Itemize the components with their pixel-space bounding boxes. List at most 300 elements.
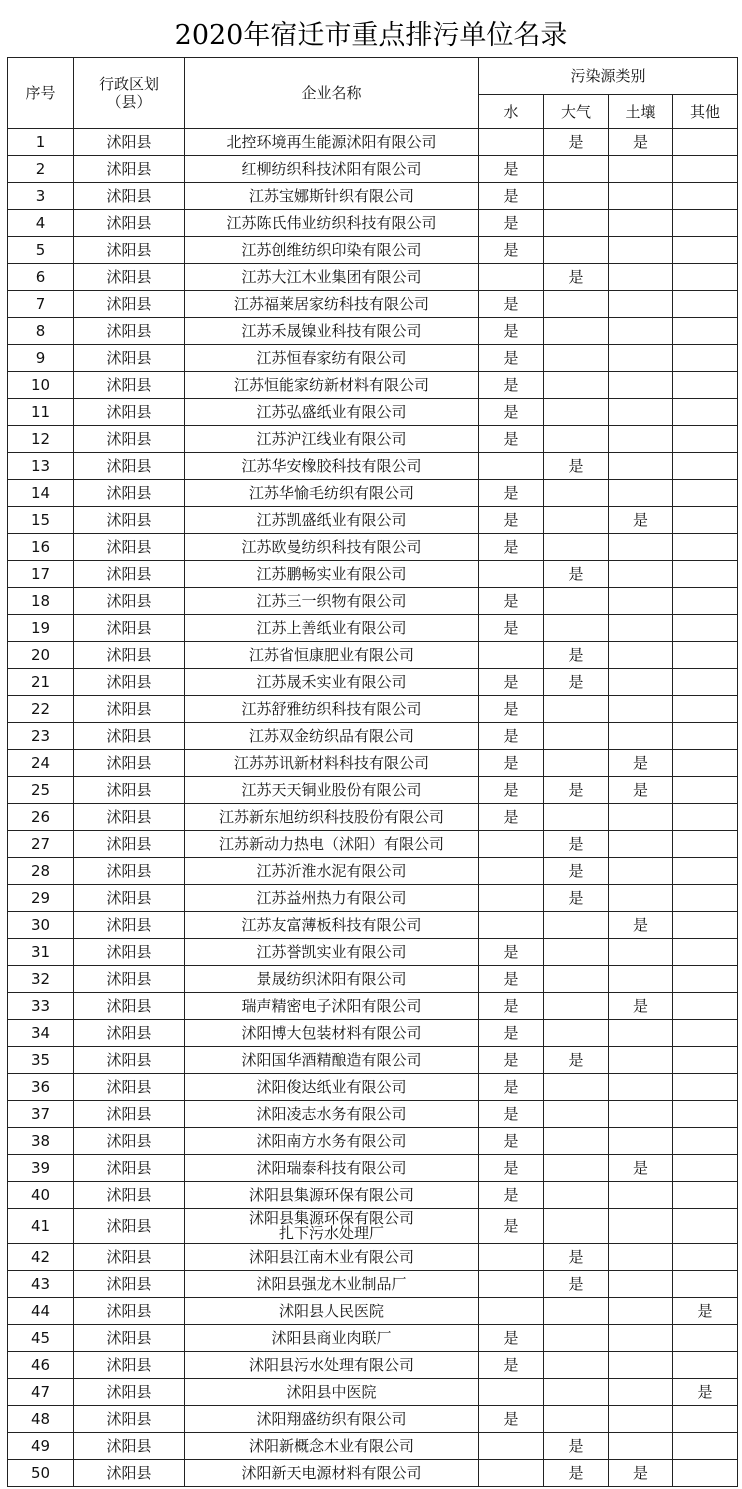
cell-soil: 是 bbox=[609, 993, 673, 1020]
table-row bbox=[8, 507, 738, 534]
cell-air: 是 bbox=[544, 1460, 609, 1487]
cell-seq: 18 bbox=[8, 588, 74, 615]
cell-company: 江苏恒春家纺有限公司 bbox=[185, 345, 479, 372]
cell-water bbox=[479, 912, 544, 939]
cell-company: 红柳纺织科技沭阳有限公司 bbox=[185, 156, 479, 183]
cell-seq: 5 bbox=[8, 237, 74, 264]
cell-air bbox=[544, 1101, 609, 1128]
cell-air: 是 bbox=[544, 777, 609, 804]
cell-soil bbox=[609, 642, 673, 669]
cell-soil bbox=[609, 804, 673, 831]
cell-water: 是 bbox=[479, 426, 544, 453]
cell-soil bbox=[609, 156, 673, 183]
cell-other bbox=[673, 912, 738, 939]
cell-water bbox=[479, 264, 544, 291]
cell-air bbox=[544, 912, 609, 939]
cell-region: 沭阳县 bbox=[74, 777, 185, 804]
table-row bbox=[8, 1047, 738, 1074]
cell-seq: 45 bbox=[8, 1325, 74, 1352]
cell-region: 沭阳县 bbox=[74, 669, 185, 696]
cell-air: 是 bbox=[544, 885, 609, 912]
cell-water: 是 bbox=[479, 1101, 544, 1128]
cell-other: 是 bbox=[673, 1379, 738, 1406]
cell-air bbox=[544, 1128, 609, 1155]
header-region: 行政区划 （县） bbox=[74, 58, 185, 129]
cell-region: 沭阳县 bbox=[74, 1074, 185, 1101]
table-row bbox=[8, 804, 738, 831]
table-body bbox=[8, 129, 738, 1487]
cell-region: 沭阳县 bbox=[74, 291, 185, 318]
cell-other bbox=[673, 1271, 738, 1298]
cell-soil bbox=[609, 588, 673, 615]
cell-region: 沭阳县 bbox=[74, 1298, 185, 1325]
cell-other bbox=[673, 399, 738, 426]
cell-seq: 36 bbox=[8, 1074, 74, 1101]
cell-soil: 是 bbox=[609, 1155, 673, 1182]
cell-soil bbox=[609, 1074, 673, 1101]
cell-seq: 34 bbox=[8, 1020, 74, 1047]
cell-soil bbox=[609, 1352, 673, 1379]
cell-air bbox=[544, 1352, 609, 1379]
cell-region: 沭阳县 bbox=[74, 1244, 185, 1271]
cell-water bbox=[479, 1298, 544, 1325]
header-seq: 序号 bbox=[8, 58, 74, 129]
cell-water: 是 bbox=[479, 318, 544, 345]
cell-water: 是 bbox=[479, 615, 544, 642]
cell-soil bbox=[609, 669, 673, 696]
cell-other bbox=[673, 966, 738, 993]
cell-region: 沭阳县 bbox=[74, 1271, 185, 1298]
cell-soil bbox=[609, 1209, 673, 1244]
header-pollution-group: 污染源类别 bbox=[479, 58, 738, 95]
cell-other bbox=[673, 1352, 738, 1379]
cell-other bbox=[673, 723, 738, 750]
cell-soil: 是 bbox=[609, 129, 673, 156]
cell-other bbox=[673, 1325, 738, 1352]
cell-water: 是 bbox=[479, 507, 544, 534]
table-row bbox=[8, 750, 738, 777]
cell-air bbox=[544, 345, 609, 372]
cell-region: 沭阳县 bbox=[74, 1325, 185, 1352]
table-row bbox=[8, 345, 738, 372]
cell-seq: 42 bbox=[8, 1244, 74, 1271]
cell-company: 沭阳县人民医院 bbox=[185, 1298, 479, 1325]
table-row bbox=[8, 264, 738, 291]
cell-other bbox=[673, 129, 738, 156]
cell-region: 沭阳县 bbox=[74, 750, 185, 777]
cell-region: 沭阳县 bbox=[74, 210, 185, 237]
cell-air bbox=[544, 183, 609, 210]
table-row bbox=[8, 1209, 738, 1244]
cell-water: 是 bbox=[479, 534, 544, 561]
cell-soil: 是 bbox=[609, 750, 673, 777]
cell-air: 是 bbox=[544, 831, 609, 858]
cell-company: 沭阳俊达纸业有限公司 bbox=[185, 1074, 479, 1101]
cell-region: 沭阳县 bbox=[74, 723, 185, 750]
cell-seq: 25 bbox=[8, 777, 74, 804]
table-row bbox=[8, 1406, 738, 1433]
cell-other bbox=[673, 1101, 738, 1128]
table-row bbox=[8, 1352, 738, 1379]
cell-other bbox=[673, 939, 738, 966]
cell-water: 是 bbox=[479, 966, 544, 993]
cell-seq: 41 bbox=[8, 1209, 74, 1244]
cell-water: 是 bbox=[479, 1182, 544, 1209]
cell-air bbox=[544, 1325, 609, 1352]
cell-region: 沭阳县 bbox=[74, 345, 185, 372]
header-air: 大气 bbox=[544, 95, 609, 129]
cell-company: 江苏友富薄板科技有限公司 bbox=[185, 912, 479, 939]
cell-company: 江苏晟禾实业有限公司 bbox=[185, 669, 479, 696]
cell-air bbox=[544, 1298, 609, 1325]
cell-water bbox=[479, 885, 544, 912]
cell-air bbox=[544, 372, 609, 399]
cell-air bbox=[544, 1074, 609, 1101]
table-row bbox=[8, 777, 738, 804]
cell-other bbox=[673, 507, 738, 534]
cell-soil bbox=[609, 1047, 673, 1074]
cell-air bbox=[544, 993, 609, 1020]
cell-company: 沭阳县集源环保有限公司 扎下污水处理厂 bbox=[185, 1209, 479, 1244]
cell-other bbox=[673, 1433, 738, 1460]
cell-air bbox=[544, 1020, 609, 1047]
cell-air bbox=[544, 723, 609, 750]
cell-seq: 46 bbox=[8, 1352, 74, 1379]
cell-water: 是 bbox=[479, 993, 544, 1020]
polluter-table bbox=[7, 57, 738, 1487]
cell-company: 江苏三一织物有限公司 bbox=[185, 588, 479, 615]
cell-water: 是 bbox=[479, 345, 544, 372]
cell-air bbox=[544, 480, 609, 507]
cell-air: 是 bbox=[544, 858, 609, 885]
cell-other bbox=[673, 1155, 738, 1182]
cell-air bbox=[544, 318, 609, 345]
cell-other bbox=[673, 696, 738, 723]
page-title: 2020年宿迁市重点排污单位名录 bbox=[174, 20, 568, 51]
cell-company: 沭阳翔盛纺织有限公司 bbox=[185, 1406, 479, 1433]
cell-soil bbox=[609, 1128, 673, 1155]
cell-air bbox=[544, 588, 609, 615]
cell-region: 沭阳县 bbox=[74, 1020, 185, 1047]
cell-other bbox=[673, 210, 738, 237]
cell-soil bbox=[609, 480, 673, 507]
cell-region: 沭阳县 bbox=[74, 1352, 185, 1379]
cell-seq: 31 bbox=[8, 939, 74, 966]
cell-air: 是 bbox=[544, 1433, 609, 1460]
cell-region: 沭阳县 bbox=[74, 1128, 185, 1155]
table-row bbox=[8, 453, 738, 480]
cell-region: 沭阳县 bbox=[74, 1406, 185, 1433]
cell-water: 是 bbox=[479, 1128, 544, 1155]
cell-soil bbox=[609, 1379, 673, 1406]
cell-seq: 50 bbox=[8, 1460, 74, 1487]
cell-soil bbox=[609, 939, 673, 966]
cell-other bbox=[673, 885, 738, 912]
cell-company: 沭阳县集源环保有限公司 bbox=[185, 1182, 479, 1209]
cell-soil bbox=[609, 1182, 673, 1209]
cell-seq: 30 bbox=[8, 912, 74, 939]
cell-air bbox=[544, 237, 609, 264]
table-row bbox=[8, 1128, 738, 1155]
table-row bbox=[8, 1182, 738, 1209]
table-row bbox=[8, 1379, 738, 1406]
cell-water bbox=[479, 453, 544, 480]
cell-company: 沭阳博大包装材料有限公司 bbox=[185, 1020, 479, 1047]
cell-region: 沭阳县 bbox=[74, 534, 185, 561]
cell-company: 江苏省恒康肥业有限公司 bbox=[185, 642, 479, 669]
cell-company: 江苏陈氏伟业纺织科技有限公司 bbox=[185, 210, 479, 237]
cell-company: 江苏双金纺织品有限公司 bbox=[185, 723, 479, 750]
cell-soil bbox=[609, 615, 673, 642]
table-row bbox=[8, 426, 738, 453]
cell-region: 沭阳县 bbox=[74, 966, 185, 993]
cell-air bbox=[544, 210, 609, 237]
table-row bbox=[8, 318, 738, 345]
cell-company: 瑞声精密电子沭阳有限公司 bbox=[185, 993, 479, 1020]
cell-water: 是 bbox=[479, 804, 544, 831]
cell-company: 沭阳南方水务有限公司 bbox=[185, 1128, 479, 1155]
cell-soil bbox=[609, 345, 673, 372]
cell-other bbox=[673, 480, 738, 507]
cell-region: 沭阳县 bbox=[74, 1209, 185, 1244]
cell-air bbox=[544, 507, 609, 534]
cell-soil bbox=[609, 318, 673, 345]
cell-region: 沭阳县 bbox=[74, 858, 185, 885]
cell-seq: 40 bbox=[8, 1182, 74, 1209]
cell-soil bbox=[609, 696, 673, 723]
table-row bbox=[8, 939, 738, 966]
cell-water: 是 bbox=[479, 1325, 544, 1352]
table-row bbox=[8, 912, 738, 939]
cell-soil bbox=[609, 453, 673, 480]
cell-seq: 6 bbox=[8, 264, 74, 291]
cell-other bbox=[673, 561, 738, 588]
cell-region: 沭阳县 bbox=[74, 156, 185, 183]
cell-water bbox=[479, 1460, 544, 1487]
cell-seq: 49 bbox=[8, 1433, 74, 1460]
cell-seq: 2 bbox=[8, 156, 74, 183]
header-soil: 土壤 bbox=[609, 95, 673, 129]
cell-water: 是 bbox=[479, 1047, 544, 1074]
cell-other bbox=[673, 426, 738, 453]
cell-other bbox=[673, 777, 738, 804]
cell-other bbox=[673, 156, 738, 183]
cell-water: 是 bbox=[479, 723, 544, 750]
cell-seq: 3 bbox=[8, 183, 74, 210]
cell-seq: 8 bbox=[8, 318, 74, 345]
cell-air bbox=[544, 966, 609, 993]
cell-company: 沭阳县商业肉联厂 bbox=[185, 1325, 479, 1352]
table-row bbox=[8, 696, 738, 723]
cell-region: 沭阳县 bbox=[74, 696, 185, 723]
cell-other bbox=[673, 669, 738, 696]
cell-other bbox=[673, 831, 738, 858]
cell-region: 沭阳县 bbox=[74, 453, 185, 480]
cell-other bbox=[673, 1182, 738, 1209]
cell-company: 江苏禾晟镍业科技有限公司 bbox=[185, 318, 479, 345]
cell-air: 是 bbox=[544, 129, 609, 156]
cell-soil bbox=[609, 426, 673, 453]
cell-air bbox=[544, 1182, 609, 1209]
table-row bbox=[8, 669, 738, 696]
cell-soil bbox=[609, 966, 673, 993]
cell-water: 是 bbox=[479, 291, 544, 318]
cell-seq: 16 bbox=[8, 534, 74, 561]
cell-water: 是 bbox=[479, 939, 544, 966]
cell-company: 沭阳县污水处理有限公司 bbox=[185, 1352, 479, 1379]
cell-seq: 38 bbox=[8, 1128, 74, 1155]
cell-seq: 27 bbox=[8, 831, 74, 858]
cell-company: 沭阳县中医院 bbox=[185, 1379, 479, 1406]
table-header bbox=[8, 58, 738, 129]
header-water: 水 bbox=[479, 95, 544, 129]
cell-other bbox=[673, 993, 738, 1020]
cell-seq: 7 bbox=[8, 291, 74, 318]
cell-air bbox=[544, 1209, 609, 1244]
cell-other bbox=[673, 615, 738, 642]
table-row bbox=[8, 858, 738, 885]
cell-region: 沭阳县 bbox=[74, 939, 185, 966]
cell-seq: 48 bbox=[8, 1406, 74, 1433]
cell-air: 是 bbox=[544, 453, 609, 480]
cell-seq: 26 bbox=[8, 804, 74, 831]
cell-water bbox=[479, 129, 544, 156]
cell-company: 江苏沪江线业有限公司 bbox=[185, 426, 479, 453]
cell-soil bbox=[609, 1101, 673, 1128]
cell-seq: 43 bbox=[8, 1271, 74, 1298]
cell-water: 是 bbox=[479, 1074, 544, 1101]
cell-company: 江苏沂淮水泥有限公司 bbox=[185, 858, 479, 885]
cell-soil: 是 bbox=[609, 1460, 673, 1487]
cell-soil: 是 bbox=[609, 912, 673, 939]
cell-region: 沭阳县 bbox=[74, 1101, 185, 1128]
cell-soil bbox=[609, 399, 673, 426]
table-row bbox=[8, 210, 738, 237]
table-row bbox=[8, 183, 738, 210]
cell-water: 是 bbox=[479, 777, 544, 804]
cell-seq: 37 bbox=[8, 1101, 74, 1128]
cell-air bbox=[544, 1155, 609, 1182]
cell-company: 江苏上善纸业有限公司 bbox=[185, 615, 479, 642]
cell-company: 江苏舒雅纺织科技有限公司 bbox=[185, 696, 479, 723]
cell-air bbox=[544, 615, 609, 642]
cell-air: 是 bbox=[544, 1271, 609, 1298]
cell-soil bbox=[609, 264, 673, 291]
cell-water: 是 bbox=[479, 588, 544, 615]
cell-other: 是 bbox=[673, 1298, 738, 1325]
cell-other bbox=[673, 183, 738, 210]
cell-water: 是 bbox=[479, 1406, 544, 1433]
cell-region: 沭阳县 bbox=[74, 1460, 185, 1487]
cell-soil bbox=[609, 1298, 673, 1325]
cell-region: 沭阳县 bbox=[74, 264, 185, 291]
cell-region: 沭阳县 bbox=[74, 237, 185, 264]
cell-water bbox=[479, 1433, 544, 1460]
cell-seq: 32 bbox=[8, 966, 74, 993]
cell-company: 江苏新动力热电（沭阳）有限公司 bbox=[185, 831, 479, 858]
cell-soil bbox=[609, 1325, 673, 1352]
cell-air bbox=[544, 291, 609, 318]
cell-company: 江苏华愉毛纺织有限公司 bbox=[185, 480, 479, 507]
cell-other bbox=[673, 1460, 738, 1487]
cell-seq: 20 bbox=[8, 642, 74, 669]
cell-soil bbox=[609, 1244, 673, 1271]
cell-air bbox=[544, 939, 609, 966]
cell-air: 是 bbox=[544, 1244, 609, 1271]
cell-water: 是 bbox=[479, 210, 544, 237]
cell-seq: 12 bbox=[8, 426, 74, 453]
cell-seq: 23 bbox=[8, 723, 74, 750]
cell-other bbox=[673, 534, 738, 561]
cell-other bbox=[673, 264, 738, 291]
cell-company: 沭阳县江南木业有限公司 bbox=[185, 1244, 479, 1271]
header-company: 企业名称 bbox=[185, 58, 479, 129]
table-row bbox=[8, 129, 738, 156]
cell-air bbox=[544, 1379, 609, 1406]
cell-company: 江苏苏讯新材料科技有限公司 bbox=[185, 750, 479, 777]
cell-region: 沭阳县 bbox=[74, 561, 185, 588]
cell-region: 沭阳县 bbox=[74, 426, 185, 453]
cell-region: 沭阳县 bbox=[74, 507, 185, 534]
cell-water: 是 bbox=[479, 1155, 544, 1182]
cell-soil bbox=[609, 561, 673, 588]
cell-company: 江苏创维纺织印染有限公司 bbox=[185, 237, 479, 264]
cell-air: 是 bbox=[544, 561, 609, 588]
cell-company: 景晟纺织沭阳有限公司 bbox=[185, 966, 479, 993]
cell-water: 是 bbox=[479, 183, 544, 210]
cell-region: 沭阳县 bbox=[74, 912, 185, 939]
cell-soil bbox=[609, 183, 673, 210]
cell-other bbox=[673, 372, 738, 399]
table-row bbox=[8, 723, 738, 750]
cell-seq: 39 bbox=[8, 1155, 74, 1182]
cell-company: 江苏益州热力有限公司 bbox=[185, 885, 479, 912]
cell-company: 江苏新东旭纺织科技股份有限公司 bbox=[185, 804, 479, 831]
table-row bbox=[8, 1433, 738, 1460]
cell-water: 是 bbox=[479, 1020, 544, 1047]
cell-seq: 14 bbox=[8, 480, 74, 507]
cell-other bbox=[673, 804, 738, 831]
cell-other bbox=[673, 1209, 738, 1244]
table-row bbox=[8, 642, 738, 669]
table-row bbox=[8, 588, 738, 615]
cell-company: 沭阳瑞泰科技有限公司 bbox=[185, 1155, 479, 1182]
table-row bbox=[8, 1271, 738, 1298]
table-row bbox=[8, 993, 738, 1020]
table-row bbox=[8, 1244, 738, 1271]
cell-other bbox=[673, 1047, 738, 1074]
cell-region: 沭阳县 bbox=[74, 318, 185, 345]
cell-seq: 4 bbox=[8, 210, 74, 237]
table-row bbox=[8, 561, 738, 588]
cell-seq: 19 bbox=[8, 615, 74, 642]
table-row bbox=[8, 1325, 738, 1352]
cell-company: 江苏华安橡胶科技有限公司 bbox=[185, 453, 479, 480]
cell-other bbox=[673, 858, 738, 885]
cell-region: 沭阳县 bbox=[74, 480, 185, 507]
cell-region: 沭阳县 bbox=[74, 1182, 185, 1209]
cell-air bbox=[544, 156, 609, 183]
table-row bbox=[8, 1298, 738, 1325]
cell-seq: 1 bbox=[8, 129, 74, 156]
cell-water: 是 bbox=[479, 696, 544, 723]
cell-soil: 是 bbox=[609, 777, 673, 804]
cell-seq: 35 bbox=[8, 1047, 74, 1074]
cell-other bbox=[673, 1128, 738, 1155]
cell-water: 是 bbox=[479, 156, 544, 183]
cell-company: 江苏福莱居家纺科技有限公司 bbox=[185, 291, 479, 318]
cell-soil bbox=[609, 210, 673, 237]
